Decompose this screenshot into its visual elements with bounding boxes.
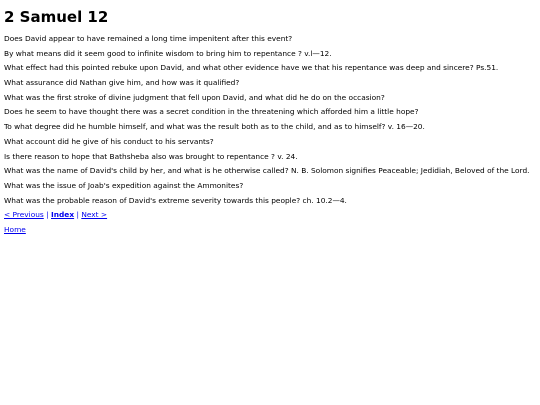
index-link[interactable]: Index [51,210,75,220]
question-list [4,34,536,205]
question-item: What was the probable reason of David's extreme severity towards this people? ch. 10.2—4. [4,195,347,205]
question-item: What was the issue of Joab's expedition against the Ammonites? [4,180,244,190]
next-link[interactable]: Next > [81,210,108,220]
question-item: What was the first stroke of divine judgment that fell upon David, and what did he do on the occasion? [4,92,385,102]
question-item: Does he seem to have thought there was a secret condition in the threatening which afforded him a little hope? [4,107,419,117]
question-item: What account did he give of his conduct to his servants? [4,136,214,146]
question-item: What assurance did Nathan give him, and how was it qualified? [4,78,240,88]
nav-separator: | [76,210,79,220]
question-item: What effect had this pointed rebuke upon David, and what other evidence have we that his repentance was deep and sincere? Ps.51. [4,63,499,73]
question-item: What was the name of David's child by her, and what is he otherwise called? N. B. Solomon signifies Peaceable; Jedidiah, Beloved of the Lord. [4,166,530,176]
question-item: Does David appear to have remained a long time impenitent after this event? [4,34,293,43]
question-item: Is there reason to hope that Bathsheba also was brought to repentance ? v. 24. [4,151,298,161]
previous-link[interactable]: < Previous [4,210,44,220]
nav-separator: | [46,210,49,220]
page-navigation [4,210,536,219]
question-item: To what degree did he humble himself, and what was the result both as to the child, and as to himself? v. 16—20. [4,122,425,132]
question-item: By what means did it seem good to infinite wisdom to bring him to repentance ? v.l—12. [4,48,332,58]
page-title: 2 Samuel 12 [4,8,109,26]
home-link[interactable]: Home [4,225,26,235]
home-nav [4,225,536,234]
